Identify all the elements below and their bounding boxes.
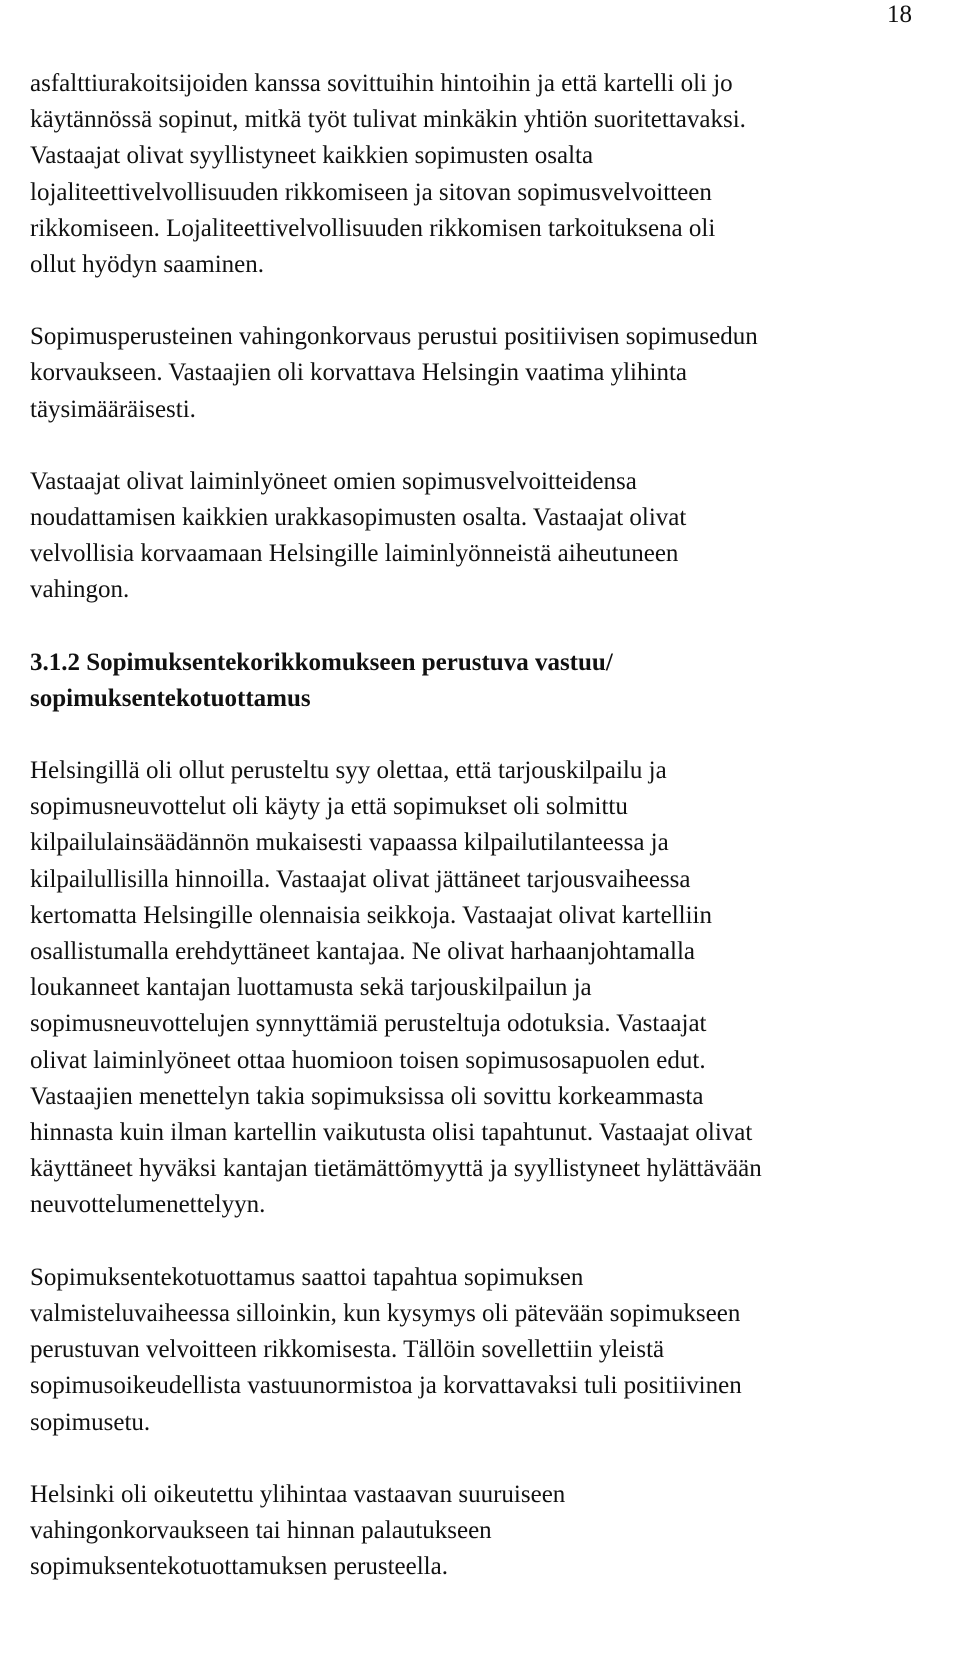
text-line: sopimusneuvottelujen synnyttämiä perusteltuja odotuksia. Vastaajat (30, 1010, 707, 1038)
text-line: hinnasta kuin ilman kartellin vaikutusta olisi tapahtunut. Vastaajat olivat (30, 1119, 753, 1147)
text-line: sopimusoikeudellista vastuunormistoa ja korvattavaksi tuli positiivinen (30, 1372, 742, 1400)
text-line: käytännössä sopinut, mitkä työt tulivat minkäkin yhtiön suoritettavaksi. (30, 106, 746, 134)
text-line: vahingonkorvaukseen tai hinnan palautukseen (30, 1516, 492, 1544)
text-line: Helsinki oli oikeutettu ylihintaa vastaavan suuruiseen (30, 1480, 566, 1508)
text-line: Vastaajat olivat laiminlyöneet omien sopimusvelvoitteidensa (30, 467, 637, 495)
text-line: noudattamisen kaikkien urakkasopimusten osalta. Vastaajat olivat (30, 504, 687, 532)
heading-line: sopimuksentekotuottamus (30, 684, 311, 712)
text-line: kertomatta Helsingille olennaisia seikkoja. Vastaajat olivat kartelliin (30, 901, 712, 929)
heading-line: 3.1.2 Sopimuksentekorikkomukseen perustuva vastuu/ (30, 648, 613, 676)
text-line: Vastaajat olivat syyllistyneet kaikkien sopimusten osalta (30, 142, 594, 170)
text-line: Vastaajien menettelyn takia sopimuksissa oli sovittu korkeammasta (30, 1082, 704, 1110)
text-line: käyttäneet hyväksi kantajan tietämättömyyttä ja syyllistyneet hylättävään (30, 1155, 762, 1183)
text-line: valmisteluvaiheessa silloinkin, kun kysymys oli pätevään sopimukseen (30, 1299, 741, 1327)
paragraph (30, 464, 945, 609)
text-line: korvaukseen. Vastaajien oli korvattava Helsingin vaatima ylihinta (30, 359, 687, 387)
text-line: täysimääräisesti. (30, 395, 196, 423)
text-line: perustuvan velvoitteen rikkomisesta. Tällöin sovellettiin yleistä (30, 1336, 665, 1364)
text-line: Sopimusperusteinen vahingonkorvaus perustui positiivisen sopimusedun (30, 323, 758, 351)
document-body (30, 66, 945, 1585)
text-line: Sopimuksentekotuottamus saattoi tapahtua sopimuksen (30, 1263, 584, 1291)
paragraph (30, 1260, 945, 1441)
text-line: kilpailullisilla hinnoilla. Vastaajat olivat jättäneet tarjousvaiheessa (30, 865, 691, 893)
text-line: olivat laiminlyöneet ottaa huomioon toisen sopimusosapuolen edut. (30, 1046, 706, 1074)
text-line: rikkomiseen. Lojaliteettivelvollisuuden rikkomisen tarkoituksena oli (30, 214, 716, 242)
text-line: neuvottelumenettelyyn. (30, 1191, 266, 1219)
paragraph (30, 1477, 945, 1586)
text-line: asfalttiurakoitsijoiden kanssa sovittuihin hintoihin ja että kartelli oli jo (30, 70, 733, 97)
text-line: Helsingillä oli ollut perusteltu syy olettaa, että tarjouskilpailu ja (30, 757, 667, 785)
text-line: lojaliteettivelvollisuuden rikkomiseen ja sitovan sopimusvelvoitteen (30, 178, 712, 206)
text-line: sopimusetu. (30, 1408, 151, 1436)
text-line: sopimuksentekotuottamuksen perusteella. (30, 1553, 448, 1581)
text-line: vahingon. (30, 576, 130, 604)
paragraph (30, 66, 945, 283)
text-line: kilpailulainsäädännön mukaisesti vapaassa kilpailutilanteessa ja (30, 829, 669, 857)
page-number: 18 (887, 1, 912, 28)
paragraph (30, 753, 945, 1224)
text-line: sopimusneuvottelut oli käyty ja että sopimukset oli solmittu (30, 793, 628, 821)
text-line: loukanneet kantajan luottamusta sekä tarjouskilpailun ja (30, 974, 592, 1002)
text-line: ollut hyödyn saaminen. (30, 251, 264, 279)
section-heading (30, 645, 945, 717)
paragraph (30, 319, 945, 428)
text-line: velvollisia korvaamaan Helsingille laiminlyönneistä aiheutuneen (30, 540, 679, 568)
text-line: osallistumalla erehdyttäneet kantajaa. Ne olivat harhaanjohtamalla (30, 938, 696, 966)
